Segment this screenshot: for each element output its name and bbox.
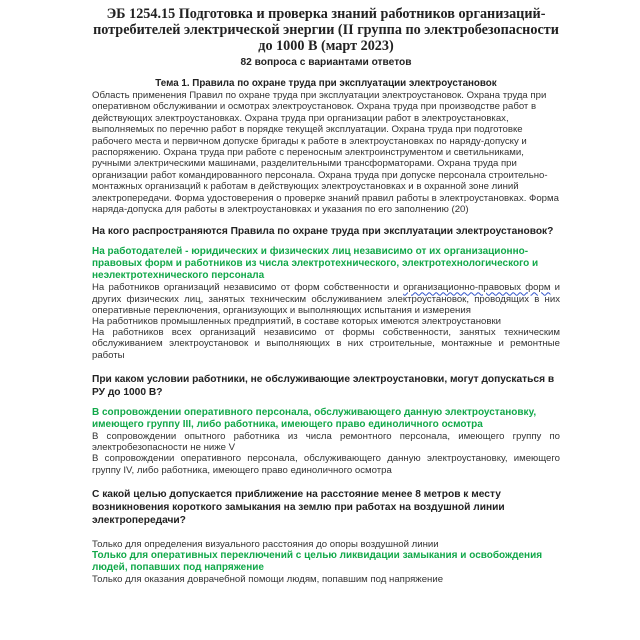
question-3: С какой целью допускается приближение на расстояние менее 8 метров к месту возникновения короткого замыкания на землю при работах на воздушной линии электропередачи? [92,488,505,526]
topic-description: Область применения Правил по охране труда при эксплуатации электроустановок. Охрана труда при оперативном обслуживании и осмотрах электроустановок. Охрана труда при производстве работ в действующих электроустановках. Охрана труда при организации работ в электроустановках, выполняемых по перечню работ в порядке текущей эксплуатации. Охрана труда при подготовке рабочего места и первичном допуске бригады к работе в электроустановках по наряду-допуску и распоряжению. Охрана труда при работе с переносным электроинструментом и светильниками, ручными электрическими машинами, разделительными трансформаторами. Охрана труда при организации работ командированного персонала. Охрана труда при допуске персонала строительно-монтажных организаций к работам в действующих электроустановках и в охранной зоне линий электропередачи. Форма удостоверения о проверке знаний правил работы в электроустановках. Форма наряда-допуска для работы в электроустановках и указания по его заполнению (20) [92,90,559,216]
question-1-answer-1-part-1: На работников организаций независимо от форм собственности и [92,282,404,294]
question-1-answer-1-part-2: и других физических лиц, занятых техническим обслуживанием электроустановок, проводящих в них оперативные переключения, организующих и выполняющих испытания и измерения [92,282,560,316]
question-1-answer-3: На работников всех организаций независимо от формы собственности, занятых техническим обслуживанием электроустановок и выполняющих в них строительные, монтажные и ремонтные работы [92,327,560,361]
question-1-answer-2: На работников промышленных предприятий, в составе которых имеются электроустановки [92,316,502,328]
document-subtitle: 82 вопроса с вариантами ответов [240,57,412,68]
topic-heading: Тема 1. Правила по охране труда при эксплуатации электроустановок [155,78,497,89]
question-1-correct-answer: На работодателей - юридических и физических лиц независимо от их организационно-правовых форм и работников из числа электротехнического, электротехнологического и неэлектротехнического персонала [92,246,539,282]
question-3-answer-1: Только для определения визуального расстояния до опоры воздушной линии [92,538,439,550]
question-2-answer-2: В сопровождении оперативного персонала, обслуживающего данную электроустановку, имеющего группу IV, либо работника, имеющего право единоличного осмотра [92,453,560,476]
question-2-correct-answer: В сопровождении оперативного персонала, обслуживающего данную электроустановку, имеющего группу III, либо работника, имеющего право единоличного осмотра [92,406,537,430]
question-2: При каком условии работники, не обслуживающие электроустановки, могут допускаться в РУ до 1000 В? [92,373,555,398]
question-1-answer-1 [92,282,560,316]
question-3-answer-2: Только для оказания доврачебной помощи людям, попавшим под напряжение [92,573,444,585]
question-2-answer-1: В сопровождении опытного работника из числа ремонтного персонала, имеющего группу по электробезопасности не ниже V [92,430,560,454]
spellcheck-underlined-text: организационно-правовых форм [403,282,551,294]
question-3-correct-answer: Только для оперативных переключений с целью ликвидации замыкания и освобождения людей, попавших под напряжение [92,549,543,573]
document-title: ЭБ 1254.15 Подготовка и проверка знаний работников организаций-потребителей электрической энергии (II группа по электробезопасности до 1000 В (март 2023) [93,6,559,54]
question-1: На кого распространяются Правила по охране труда при эксплуатации электроустановок? [92,226,554,238]
document-page [92,0,560,640]
